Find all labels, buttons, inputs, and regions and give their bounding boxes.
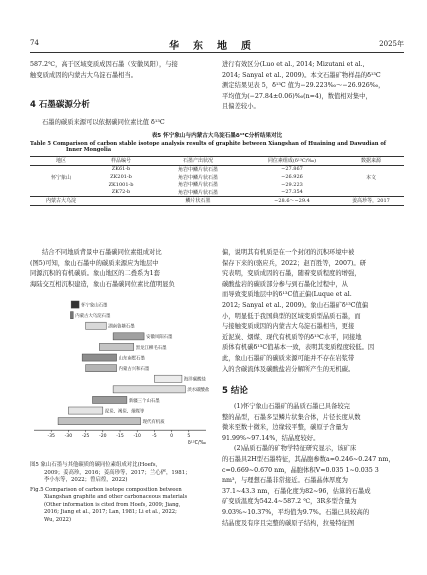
- table-5-title-en-2: Inner Mongolia: [66, 147, 112, 154]
- range-label: 内蒙古兴和石墨: [118, 367, 150, 372]
- table-row: [30, 173, 404, 181]
- x-tick-label: 0: [170, 434, 174, 440]
- table-cell: 鳞片状石墨: [185, 198, 211, 205]
- x-tick-label: -15: [116, 434, 124, 440]
- column-header: 样品编号: [110, 158, 131, 165]
- caption-line-cn: 李小东等，2022；曾启煌，2022): [44, 477, 128, 483]
- x-tick-label: -5: [152, 434, 157, 440]
- caption-line-en: (Other information is cited from Hoefs, 2009; Jiang,: [44, 501, 181, 508]
- text-line: (图5)可知，象山石墨中的碳质来源应为地层中: [30, 259, 159, 267]
- table-cell: −27.354: [281, 189, 303, 196]
- table-cell: ZK1001-b: [108, 181, 134, 188]
- range-bar: [86, 322, 107, 329]
- table-cell: [30, 181, 92, 189]
- section-5-heading: 5 结论: [222, 386, 248, 396]
- text-line: 而导致变质地层中的δ¹³C值正偏(Luque et al.: [222, 291, 352, 299]
- text-line: 与接触变质成因的内蒙古大乌淀石墨相当，更接: [222, 323, 355, 331]
- text-line: 小，明显低于我国典型的区域变质型晶质石墨，而: [222, 312, 361, 320]
- text-line: 且偏差较小。: [222, 103, 260, 111]
- range-label: 安徽凤阳石墨: [146, 335, 173, 341]
- range-label: 泥炭、褐炭、烟煤等: [104, 409, 145, 415]
- table-row: [30, 188, 404, 196]
- range-label: 现代有机质: [142, 420, 165, 425]
- table-cell: ZK201-b: [110, 174, 132, 181]
- text-line: 质体有机碳δ¹³C值基本一致，表明其变质程度较低。因: [222, 344, 375, 352]
- range-bar: [58, 418, 141, 425]
- figure-5-chart: [30, 295, 212, 457]
- table-5-title-cn: 表5 怀宁象山与内蒙古大乌淀石墨δ¹³C分析结果对比: [151, 133, 283, 139]
- range-label: 怀宁象山石墨: [81, 303, 108, 309]
- table-cell: [92, 197, 150, 206]
- caption-line-en: 2016; Jiang et al., 2017; Lan, 1981; Li et al., 2022;: [44, 509, 177, 515]
- range-label: 淡水碳酸盐: [187, 388, 210, 394]
- page-header: [30, 39, 404, 53]
- range-bar: [70, 312, 73, 319]
- text-line: 2014; Sanyal et al., 2009)。本文石墨矿物样品的δ¹³C: [222, 71, 381, 79]
- text-line: 入的含碳流体及碳酸盐岩分解所产生的无机碳。: [222, 365, 355, 373]
- table-cell: [30, 165, 92, 173]
- range-bar: [113, 386, 185, 393]
- table-cell: 怀宁象山: [50, 174, 71, 181]
- text-line: 石墨的碳质来源可以依据碳同位素比值 δ¹³C: [42, 119, 165, 126]
- text-line: nm³，与理想石墨非常接近。石墨晶体厚度为: [222, 477, 348, 485]
- text-line: 保存下来的(骆应兵，2022；赵百胜等，2007)。研: [222, 259, 367, 267]
- table-cell: −27.867: [281, 166, 303, 173]
- table-row: [30, 181, 404, 189]
- range-bar: [68, 407, 102, 414]
- caption-line-en: Xiangshan graphite and other carbonaceous materials: [44, 494, 188, 500]
- x-tick-label: -25: [81, 434, 90, 440]
- text-line: 进行有效区分(Luo et al., 2014; Mizutani et al.,: [222, 61, 365, 68]
- range-bar: [86, 365, 117, 372]
- caption-line-en: Wu, 2022): [44, 516, 71, 523]
- table-cell: [338, 188, 404, 196]
- journal-title: 华东地质: [169, 41, 265, 52]
- table-cell: ZK61-b: [111, 166, 131, 173]
- range-bar: [82, 354, 116, 361]
- table-cell: 角岩中鳞片状石墨: [177, 189, 218, 196]
- figure-5: [30, 295, 212, 457]
- table-cell: 角岩中鳞片状石墨: [177, 174, 218, 181]
- text-line: 9.03%~10.37%，平均值为9.7%。石墨已具较高的: [222, 508, 370, 516]
- caption-line-cn: 2009；姜高珍，2016；姜高珍等，2017；兰心俨，1981；: [44, 469, 191, 476]
- table-cell: 本文: [365, 174, 376, 181]
- table-5: [30, 156, 404, 206]
- caption-line-cn: 图5 象山石墨与其他碳质的碳同位素组成对比(Hoefs,: [30, 462, 158, 468]
- table-cell: [338, 165, 404, 173]
- text-line: 碳酸盐岩的碳质部分参与到石墨化过程中，从: [222, 280, 348, 288]
- range-bar: [71, 301, 79, 308]
- range-label: 内蒙古大乌淀石墨: [75, 314, 111, 319]
- text-line: 触变质成因的内蒙古大乌淀石墨相当。: [30, 71, 138, 79]
- header-rule: [30, 52, 404, 53]
- table-cell: [338, 181, 404, 189]
- range-label: 黑龙江柳毛石墨: [135, 345, 167, 351]
- text-line: 偏，说明其有机质是在一个封闭的沉积环境中被: [222, 249, 355, 256]
- table-5-title-en: Table 5 Comparison of carbon stable isotope analysis results of graphite between Xiangshan of Huaining and Dawudian of: [30, 140, 387, 147]
- text-line: 587.2℃，高于区域变质成因石墨（安徽凤阳），与接: [30, 61, 178, 68]
- table-cell: [30, 188, 92, 196]
- column-header: 石墨产出状况: [182, 158, 213, 165]
- table-cell: 角岩中鳞片状石墨: [177, 182, 218, 189]
- text-line: 37.1~43.3 nm，石墨化度为82~96，估算的石墨成: [222, 487, 371, 495]
- range-label: 山东南墅石墨: [118, 356, 145, 362]
- text-line: 的石墨具2H型石墨特征，其晶胞参数a=0.246~0.247 nm，: [222, 455, 395, 463]
- column-header: 数据来源: [360, 158, 381, 165]
- table-5-block: [30, 133, 404, 206]
- column-header: 地区: [55, 158, 66, 165]
- range-label: 新疆三个山石墨: [128, 398, 160, 404]
- table-row: [30, 165, 404, 173]
- x-tick-label: -10: [133, 434, 141, 440]
- x-axis-label: δ¹³C/‰: [187, 441, 206, 447]
- table-cell: −26.926: [281, 174, 303, 181]
- page-number: 74: [30, 39, 39, 47]
- text-line: 矿变质温度为542.4~587.2 ℃，3R多型含量为: [222, 498, 357, 506]
- journal-year: 2025年: [379, 40, 404, 48]
- range-label: 湖南鲁塘石墨: [108, 324, 135, 330]
- x-tick-label: -20: [99, 434, 107, 440]
- left-mid-paragraph: [30, 248, 212, 290]
- caption-line-en: Fig.5 Comparison of carbon isotope composition between: [30, 486, 182, 493]
- table-header-row: [30, 157, 404, 166]
- section-4-text: [30, 118, 212, 129]
- text-line: (2)晶质石墨的矿物学特征研究显示，该矿床: [234, 445, 357, 453]
- column-header: 同位素组成(δ¹³C/‰): [267, 158, 317, 165]
- range-bar: [113, 333, 144, 340]
- range-label: 海洋碳酸盐: [183, 377, 206, 383]
- text-line: 整的晶型，石墨多呈鳞片状集合体，片径长度从数: [222, 413, 361, 421]
- section-5-text: [222, 402, 404, 529]
- text-line: 微米至数十微米，边缘较平整，碳原子含量为: [222, 424, 348, 432]
- text-line: 海陆交互相沉积建造，象山石墨碳同位素比值明显负: [30, 280, 175, 288]
- text-line: 平均值为(−27.84±0.06)‰(n=4)，数值相对集中，: [222, 92, 372, 100]
- text-line: (1)怀宁象山石墨矿的晶质石墨已具备较完: [234, 403, 350, 410]
- text-line: 结晶度及有序且完整的碳原子结构，拉曼特征图: [222, 519, 355, 527]
- text-line: 此，象山石墨矿的碳质来源可能并不存在岩浆带: [222, 354, 355, 362]
- text-line: 结合不同地质背景中石墨碳同位素组成对比: [42, 249, 162, 256]
- text-line: 同源沉积的有机碳质。象山地区的二叠系为1套: [30, 270, 160, 278]
- section-4-heading: 4 石墨碳源分析: [30, 100, 90, 110]
- text-line: c=0.669~0.670 nm，晶胞体积V=0.035 1~0.035 3: [222, 466, 379, 474]
- table-cell: 姜高珍等，2017: [352, 198, 390, 205]
- range-bar: [99, 343, 133, 350]
- text-line: 究表明，变质成因的石墨，随着变质程度的增强，: [222, 270, 361, 278]
- table-cell: −28.6～−29.4: [274, 198, 310, 205]
- right-top-paragraph: [222, 60, 404, 113]
- table-cell: 内蒙古大乌淀: [45, 198, 76, 205]
- range-bar: [92, 396, 126, 403]
- table-cell: 角岩中鳞片状石墨: [177, 166, 218, 173]
- figure-5-caption: [30, 462, 212, 524]
- table-cell: −29.223: [281, 181, 303, 188]
- x-tick-label: -30: [64, 434, 73, 440]
- x-tick-label: 5: [187, 434, 191, 440]
- text-line: 2012; Sanyal et al., 2009)。象山石墨矿δ¹³C值偏: [222, 301, 369, 309]
- table-cell: ZK72-b: [111, 189, 131, 196]
- x-tick-label: -35: [47, 434, 55, 440]
- left-top-paragraph: [30, 60, 212, 81]
- text-line: 91.99%~97.14%，结晶度较好。: [222, 434, 320, 442]
- text-line: 近泥炭、烟煤、现代有机质等的δ¹³C水平，同接地: [222, 333, 362, 341]
- table-row: [30, 197, 404, 206]
- right-mid-paragraph: [222, 248, 404, 375]
- text-line: 测定结果见表 5，δ¹³C 值为−29.223‰～−26.926‰，: [222, 82, 385, 90]
- range-bar: [154, 375, 182, 382]
